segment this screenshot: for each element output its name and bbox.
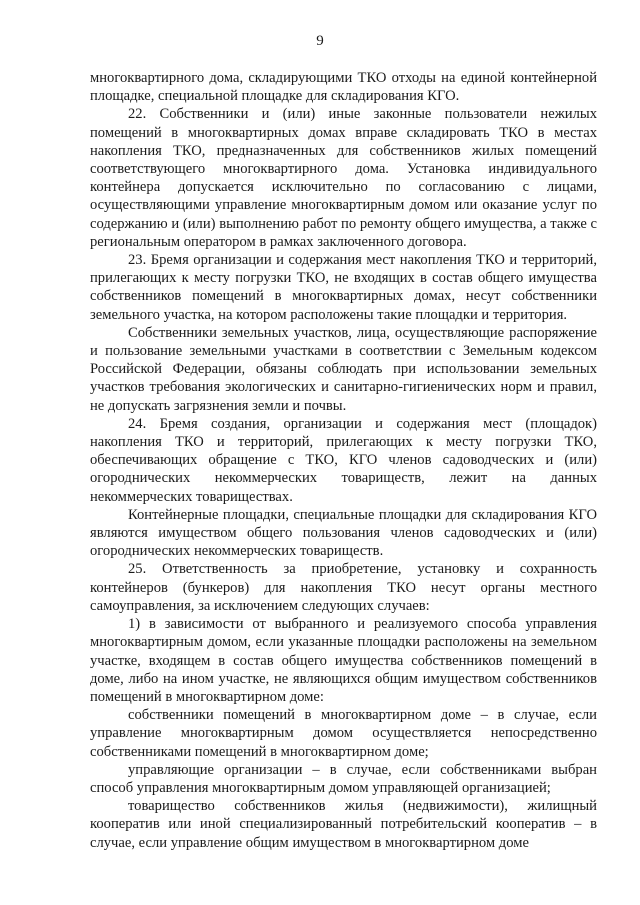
paragraph-clause-24: 24. Бремя создания, организации и содержания мест (площадок) накопления ТКО и территорий, прилегающих к месту погрузки ТКО, обеспечивающих обращение с ТКО, КГО членов садоводческих и (или) огороднических некоммерческих товариществ, лежит на данных некоммерческих товариществах.: [90, 415, 597, 505]
paragraph-land-owners: Собственники земельных участков, лица, осуществляющие распоряжение и пользование земельными участками в соответствии с Земельным кодексом Российской Федерации, обязаны соблюдать при использовании земельных участков требования экологических и санитарно-гигиенических норм и правил, не допускать загрязнения земли и почвы.: [90, 324, 597, 414]
page-number: 9: [316, 33, 324, 49]
paragraph-clause-23: 23. Бремя организации и содержания мест накопления ТКО и территорий, прилегающих к месту погрузки ТКО, не входящих в состав общего имущества собственников помещений в многоквартирных домах, несут собственники земельного участка, на котором расположены такие площадки и территория.: [90, 252, 597, 323]
paragraph-subclause-1: 1) в зависимости от выбранного и реализуемого способа управления многоквартирным домом, если указанные площадки расположены на земельном участке, входящем в состав общего имущества собственников помещений в доме, либо на ином участке, не являющихся общим имуществом собственников помещений в многоквартирном доме:: [90, 616, 597, 705]
paragraph-clause-22: 22. Собственники и (или) иные законные пользователи нежилых помещений в многоквартирных домах вправе складировать ТКО в местах накопления ТКО, предназначенных для собственников жилых помещений соответствующего многоквартирного дома. Установка индивидуального контейнера допускается исключительно по согласованию с лицами, осуществляющими управление многоквартирным домом или оказание услуг по содержанию и (или) выполнению работ по ремонту общего имущества, а также с региональным оператором в рамках заключенного договора.: [90, 106, 597, 250]
paragraph-clause-25: 25. Ответственность за приобретение, установку и сохранность контейнеров (бункеров) для накопления ТКО несут органы местного самоуправления, за исключением следующих случаев:: [90, 561, 597, 614]
paragraph-owners-direct: собственники помещений в многоквартирном доме – в случае, если управление многоквартирным домом осуществляется непосредственно собственниками помещений в многоквартирном доме;: [90, 707, 597, 760]
paragraph-management-companies: управляющие организации – в случае, если собственниками выбран способ управления многоквартирным домом управляющей организацией;: [90, 761, 597, 796]
document-body: [90, 69, 597, 852]
paragraph-container-sites: Контейнерные площадки, специальные площадки для складирования КГО являются имуществом общего пользования членов садоводческих и (или) огороднических некоммерческих товариществ.: [90, 506, 597, 560]
paragraph-continuation: многоквартирного дома, складирующими ТКО отходы на единой контейнерной площадке, специальной площадке для складирования КГО.: [90, 70, 597, 105]
paragraph-hoa: товарищество собственников жилья (недвижимости), жилищный кооператив или иной специализированный потребительский кооператив – в случае, если управление общим имуществом в многоквартирном доме: [90, 798, 597, 851]
